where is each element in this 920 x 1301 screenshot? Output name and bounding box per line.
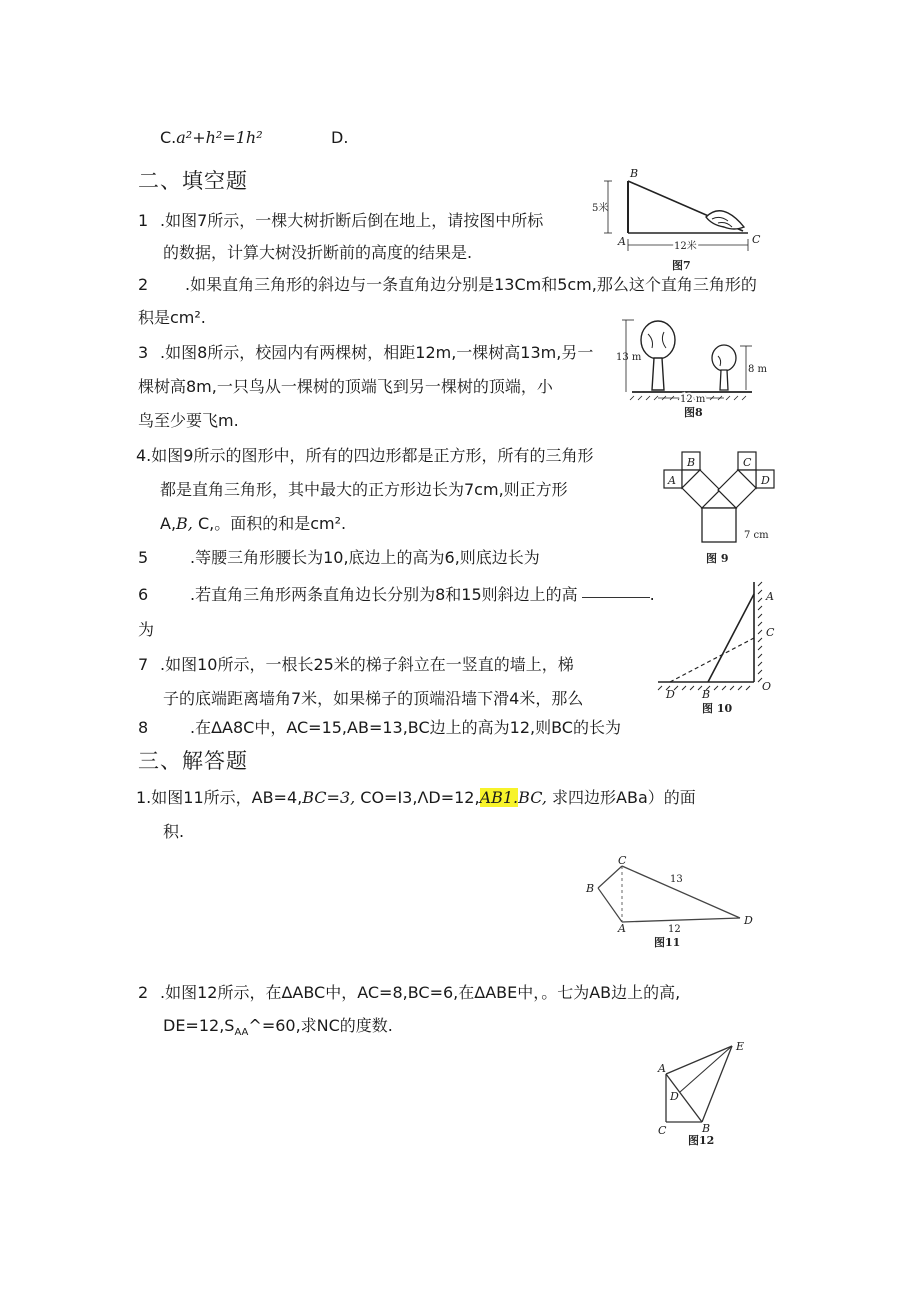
q4-line3 [160,514,346,534]
s2-line2-pre: DE=12,S [163,1016,235,1035]
s1-line2: 积. [163,822,185,841]
q4-line1: 4.如图9所示的图形中，所有的四边形都是正方形，所有的三角形 [136,446,594,465]
fallen-tree-crown-icon [706,211,744,229]
q7-number: 7 [138,655,149,674]
fig12-point-d: D [670,1090,679,1103]
fig7-point-b: B [630,167,639,180]
q3-line1: .如图8所示，校园内有两棵树，相距12m,一棵树高13m,另一 [160,343,594,362]
fig11-point-b: B [586,882,595,895]
fig11-point-d: D [744,914,753,927]
fig8-height-1: 13 m [616,352,642,363]
s2-line1: .如图12所示，在ΔABC中，AC=8,BC=6,在ΔABE中，。七为AB边上的高, [160,983,681,1002]
figure-9 [660,448,790,568]
option-c [160,128,263,148]
s2-line2 [163,1016,393,1043]
fig11-caption: 图11 [654,936,681,949]
fig10-point-b: B [702,688,711,701]
fig10-caption: 图 10 [702,702,733,715]
figure-11 [580,852,760,952]
fig9-point-a: A [668,474,676,487]
q2-line1: .如果直角三角形的斜边与一条直角边分别是13Cm和5cm,那么这个直角三角形的 [185,275,757,294]
s1-italic-2: BC, [518,788,547,807]
q2-number: 2 [138,275,149,294]
q1-line1: .如图7所示，一棵大树折断后倒在地上，请按图中所标 [160,211,544,230]
fig9-point-b: B [687,456,696,469]
fig10-point-c: C [766,626,775,639]
q1-number: 1 [138,211,149,230]
fig11-length-cd: 13 [670,874,683,885]
fig7-point-a: A [618,235,626,248]
figure-7 [588,165,768,275]
fig12-caption: 图12 [688,1134,715,1147]
q6-line2: 为 [138,620,155,639]
q4-line3-pre: A, [160,514,177,533]
fig7-side-label: 5米 [592,203,609,214]
fig12-point-b: B [702,1122,711,1135]
s1-pre: 1.如图11所示，AB=4, [136,788,303,807]
figure-12 [650,1034,760,1149]
section-3-heading: 三、解答题 [138,749,248,773]
q8-number: 8 [138,718,149,737]
s2-line2-post: ^=60,求NC的度数. [248,1016,393,1035]
q7-line2: 子的底端距离墙角7米，如果梯子的顶端沿墙下滑4米，那么 [163,689,584,708]
fig7-point-c: C [752,233,761,246]
figure-8 [612,312,772,422]
q7-line1: .如图10所示，一根长25米的梯子斜立在一竖直的墙上，梯 [160,655,574,674]
figure-10 [650,578,790,718]
q2-line2: 积是cm². [138,308,206,327]
tree-1-icon [641,321,675,359]
q6-line1 [190,585,655,605]
fig9-side-label: 7 cm [744,530,769,541]
fig9-point-d: D [761,474,770,487]
fig10-point-a: A [766,590,774,603]
option-c-formula: a²+h²=1h² [176,128,263,147]
s1-line1 [136,788,696,808]
q4-line3-post: C,。面积的和是cm². [192,514,347,533]
q6-text: .若直角三角形两条直角边长分别为8和15则斜边上的高 [190,585,578,604]
fig11-point-c: C [618,854,627,867]
q6-tail: . [649,585,655,604]
option-c-label: C. [160,128,177,147]
q1-line2: 的数据，计算大树没折断前的高度的结果是. [163,243,473,262]
s1-post: 求四边形ABa）的面 [546,788,696,807]
q5-number: 5 [138,548,149,567]
section-2-heading: 二、填空题 [138,169,248,193]
q5-line1: .等腰三角形腰长为10,底边上的高为6,则底边长为 [190,548,540,567]
q8-line1: .在ΔA8C中，AC=15,AB=13,BC边上的高为12,则BC的长为 [190,718,621,737]
option-d: D. [331,128,349,147]
s2-number: 2 [138,983,149,1002]
fig7-base-label: 12米 [674,241,697,252]
fig9-point-c: C [743,456,752,469]
q3-line2: 棵树高8m,一只鸟从一棵树的顶端飞到另一棵树的顶端，小 [138,377,553,396]
q3-line3: 鸟至少要飞m. [138,411,239,430]
fig8-height-2: 8 m [748,364,768,375]
q6-answer-blank [582,597,650,598]
s1-italic-1: BC=3, [302,788,356,807]
fig11-point-a: A [618,922,626,935]
fig12-point-e: E [736,1040,745,1053]
fig9-caption: 图 9 [706,552,729,565]
q3-number: 3 [138,343,149,362]
s1-highlight: AB1. [479,788,519,807]
fig7-caption: 图7 [672,259,691,272]
fig8-caption: 图8 [684,406,703,419]
q4-line2: 都是直角三角形，其中最大的正方形边长为7cm,则正方形 [160,480,568,499]
fig11-length-ad: 12 [668,924,681,935]
fig12-point-c: C [658,1124,667,1137]
tree-2-icon [712,345,736,371]
fig10-point-d: D [666,688,675,701]
fig8-distance: 12 m [680,394,706,405]
s1-mid: CO=I3,ΛD=12, [355,788,480,807]
q6-number: 6 [138,585,149,604]
s2-line2-sub: AA [234,1027,249,1039]
fig12-point-a: A [658,1062,666,1075]
q4-line3-italic: B, [176,514,193,533]
fig10-point-o: O [762,680,772,693]
